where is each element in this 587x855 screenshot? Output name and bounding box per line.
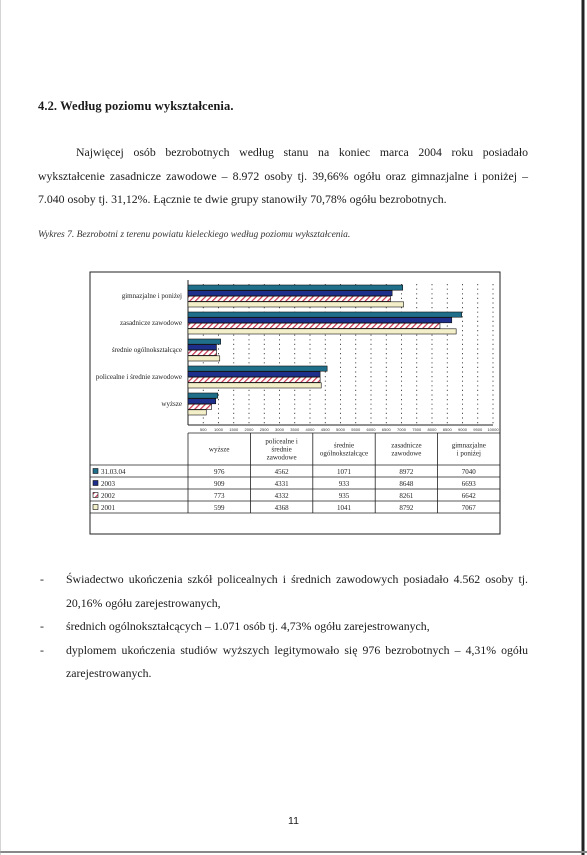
section-heading: 4.2. Według poziomu wykształcenia. [38, 99, 234, 113]
table-cell: 933 [338, 479, 350, 488]
table-header: średnie ogólnokształcące [319, 441, 369, 458]
tick-label: 500 [199, 427, 207, 432]
legend-label: 31.03.04 [101, 467, 126, 476]
bar [188, 302, 404, 307]
list-item: - średnich ogólnokształcących – 1.071 osób tj. 4,73% ogółu zarejestrowanych, [40, 615, 528, 639]
legend-label: 2002 [101, 491, 115, 500]
chart-svg [38, 254, 528, 538]
bar [188, 377, 320, 382]
tick-label: 3000 [275, 427, 284, 432]
table-cell: 976 [213, 467, 225, 476]
bar [188, 312, 462, 317]
page-number: 11 [288, 815, 299, 827]
bar [188, 410, 206, 415]
legend-swatch [93, 505, 98, 510]
legend-swatch [93, 493, 98, 498]
table-cell: 8261 [399, 491, 414, 500]
list-item-text: średnich ogólnokształcących – 1.071 osób tj. 4,73% ogółu zarejestrowanych, [66, 619, 430, 633]
tick-label: 10000 [487, 427, 499, 432]
category-label: policealne i średnie zawodowe [95, 373, 182, 382]
chart-caption: Wykres 7. Bezrobotni z terenu powiatu kieleckiego według poziomu wykształcenia. [38, 230, 351, 240]
table-header: policealne i średnie zawodowe [265, 437, 298, 462]
category-label: średnie ogólnokształcące [111, 346, 182, 355]
tick-label: 5000 [336, 427, 345, 432]
list-item: - Świadectwo ukończenia szkół policealnych i średnich zawodowych posiadało 4.562 osoby tj. 20,16% ogółu zarejestrowanych, [40, 568, 528, 615]
table-cell: 4331 [274, 479, 289, 488]
chart-frame [90, 272, 500, 534]
tick-label: 1000 [214, 427, 223, 432]
table-cell: 4332 [274, 491, 289, 500]
tick-label: 4000 [305, 427, 315, 432]
category-label: wyższe [161, 400, 182, 409]
intro-paragraph [38, 141, 528, 212]
tick-label: 7000 [397, 427, 406, 432]
bar [188, 323, 440, 328]
bar [188, 291, 392, 296]
bar [188, 383, 321, 388]
tick-label: 2000 [244, 427, 254, 432]
table-cell: 4368 [274, 503, 289, 512]
list-item-text: Świadectwo ukończenia szkół policealnych i średnich zawodowych posiadało 4.562 osoby tj. 20,16% ogółu zarejestrowanych, [66, 572, 528, 610]
legend-label: 2003 [101, 479, 115, 488]
table-cell: 8792 [399, 503, 414, 512]
table-cell: 7040 [461, 467, 476, 476]
table-cell: 6693 [461, 479, 476, 488]
table-cell: 773 [213, 491, 225, 500]
table-cell: 599 [213, 503, 225, 512]
legend-swatch [93, 481, 98, 486]
bar [188, 345, 216, 350]
tick-label: 1500 [229, 427, 239, 432]
table-cell: 909 [213, 479, 225, 488]
bullet-list [40, 568, 528, 686]
tick-label: 9500 [473, 427, 483, 432]
table-header: wyższe [208, 445, 230, 454]
list-item-text: dyplomem ukończenia studiów wyższych legitymowało się 976 bezrobotnych – 4,31% ogółu zarejestrowanych. [66, 642, 528, 680]
table-cell: 935 [338, 491, 350, 500]
bar [188, 318, 452, 323]
category-label: gimnazjalne i poniżej [121, 292, 182, 301]
education-chart [38, 254, 528, 538]
legend-label: 2001 [101, 503, 115, 512]
table-header: zasadnicze zawodowe [391, 441, 422, 458]
bar [188, 372, 320, 377]
tick-label: 8000 [427, 427, 437, 432]
bar [188, 285, 403, 290]
table-cell: 1041 [337, 503, 351, 512]
list-item: - dyplomem ukończenia studiów wyższych legitymowało się 976 bezrobotnych – 4,31% ogółu zarejestrowanych. [40, 639, 528, 686]
intro-paragraph-text: Najwięcej osób bezrobotnych według stanu na koniec marca 2004 roku posiadało wykształcenie zasadnicze zawodowe – 8.972 osoby tj. 39,66% ogółu oraz gimnazjalne i poniżej – 7.040 osoby tj. 31,12%. Łącznie te dwie grupy stanowiły 70,78% ogółu bezrobotnych. [38, 145, 528, 206]
bar [188, 350, 217, 355]
table-cell: 8972 [399, 467, 414, 476]
table-cell: 4562 [274, 467, 289, 476]
tick-label: 5500 [351, 427, 361, 432]
table-cell: 6642 [461, 491, 476, 500]
bar [188, 296, 391, 301]
bar [188, 404, 212, 409]
bar [188, 393, 218, 398]
tick-label: 3500 [290, 427, 300, 432]
tick-label: 7500 [412, 427, 422, 432]
bar [188, 399, 216, 404]
bar [188, 366, 327, 371]
category-label: zasadnicze zawodowe [120, 319, 182, 328]
table-cell: 7067 [461, 503, 476, 512]
tick-label: 8500 [442, 427, 452, 432]
bar [188, 339, 221, 344]
tick-label: 9000 [458, 427, 467, 432]
table-header: gimnazjalne i poniżej [451, 441, 486, 458]
tick-label: 6500 [381, 427, 391, 432]
table-cell: 1071 [337, 467, 351, 476]
bar [188, 329, 456, 334]
tick-label: 4500 [320, 427, 330, 432]
legend-swatch [93, 469, 98, 474]
table-cell: 8648 [399, 479, 414, 488]
tick-label: 2500 [259, 427, 269, 432]
bar [188, 356, 220, 361]
tick-label: 6000 [366, 427, 376, 432]
